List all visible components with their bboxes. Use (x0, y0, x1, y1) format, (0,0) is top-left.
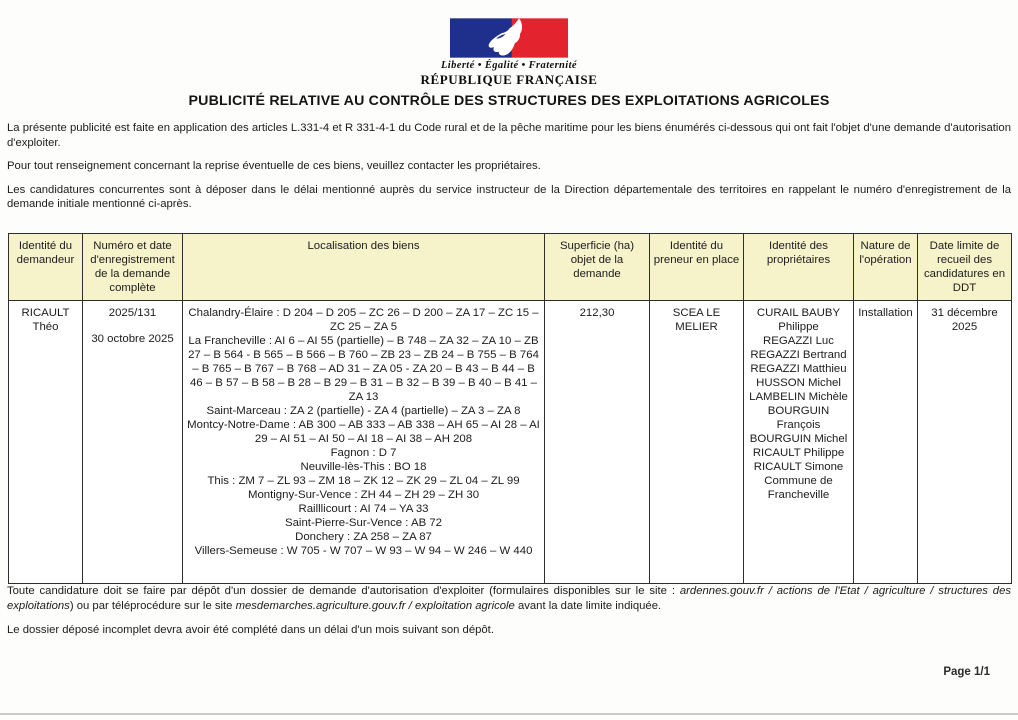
page-number: Page 1/1 (943, 666, 990, 678)
localisation-line: Fagnon : D 7 (330, 447, 397, 459)
col-header-localisation: Localisation des biens (183, 234, 545, 301)
footer-p1-text-e: avant la date limite indiquée. (514, 599, 662, 612)
cell-superficie: 212,30 (545, 301, 650, 584)
cell-demandeur (9, 301, 83, 584)
table-row (9, 301, 1012, 584)
localisation-line: This : ZM 7 – ZL 93 – ZM 18 – ZK 12 – ZK 29 – ZL 04 – ZL 99 (207, 475, 520, 487)
localisation-line: Montigny-Sur-Vence : ZH 44 – ZH 29 – ZH 30 (247, 489, 480, 501)
intro-paragraph-2: Pour tout renseignement concernant la reprise éventuelle de ces biens, veuillez contacter les propriétaires. (7, 160, 541, 172)
proprietaire-name: REGAZZI Luc (763, 335, 834, 347)
localisation-line: Railllicourt : AI 74 – YA 33 (298, 503, 429, 515)
proprietaire-name: REGAZZI Matthieu (750, 363, 847, 375)
numero-enregistrement: 2025/131 (108, 307, 157, 319)
footer-section (7, 584, 1011, 648)
cell-proprietaires (744, 301, 854, 584)
localisation-line: Saint-Pierre-Sur-Vence : AB 72 (284, 517, 442, 529)
logo-motto: Liberté • Égalité • Fraternité (440, 60, 577, 71)
proprietaire-name: RICAULT Philippe (752, 447, 845, 459)
col-header-proprietaires: Identité des propriétaires (744, 234, 854, 301)
col-header-identite-demandeur: Identité du demandeur (9, 234, 83, 301)
localisation-line: Saint-Marceau : ZA 2 (partielle) - ZA 4 (partielle) – ZA 3 – ZA 8 (206, 405, 521, 417)
cell-preneur: SCEA LE MELIER (650, 301, 744, 584)
proprietaire-name: CURAIL BAUBY Philippe (756, 307, 841, 333)
cell-nature-operation: Installation (854, 301, 918, 584)
document-title: PUBLICITÉ RELATIVE AU CONTRÔLE DES STRUCTURES DES EXPLOITATIONS AGRICOLES (188, 93, 830, 109)
intro-section (7, 121, 1011, 221)
localisation-line: Montcy-Notre-Dame : AB 300 – AB 333 – AB 338 – AH 65 – AI 28 – AI 29 – AI 51 – AI 50 – AI 18 – AI 38 – AH 208 (187, 419, 540, 445)
scan-edge-line (0, 713, 1018, 715)
col-header-numero-date: Numéro et date d'enregistrement de la demande complète (83, 234, 183, 301)
proprietaire-name: HUSSON Michel (756, 377, 841, 389)
intro-paragraph-1: La présente publicité est faite en application des articles L.331-4 et R 331-4-1 du Code rural et de la pêche maritime pour les biens énumérés ci-dessous qui ont fait l'objet d'une demande d'autorisation d'exploiter. (7, 122, 1011, 149)
demandeur-line: RICAULT (21, 307, 70, 319)
date-enregistrement: 30 octobre 2025 (91, 333, 174, 345)
proprietaire-name: Commune de Francheville (764, 475, 833, 501)
cell-localisation (183, 301, 545, 584)
intro-paragraph-3: Les candidatures concurrentes sont à déposer dans le délai mentionné auprès du service instructeur de la Direction départementale des territoires en rappelant le numéro d'enregistrement de la demande initiale mentionné ci-après. (7, 183, 1011, 210)
structures-table (8, 233, 1012, 584)
cell-date-limite: 31 décembre 2025 (918, 301, 1012, 584)
republique-francaise-logo (0, 18, 1018, 88)
proprietaire-name: REGAZZI Bertrand (750, 349, 847, 361)
col-header-preneur: Identité du preneur en place (650, 234, 744, 301)
localisation-line: La Francheville : AI 6 – AI 55 (partielle) – B 748 – ZA 32 – ZA 10 – ZB 27 – B 564 - B 565 – B 566 – B 760 – ZB 23 – ZB 24 – B 755 – B 764 – B 765 – B 767 – B 768 – AD 31 – ZA 05 - ZA 20 – B 43 – B 44 – B 46 – B 57 – B 58 – B 28 – B 29 – B 31 – B 32 – B 39 – B 40 – B 41 – ZA 13 (188, 335, 539, 403)
footer-p1-text-c: ) ou par téléprocédure sur le site (69, 599, 236, 612)
col-header-nature-operation: Nature de l'opération (854, 234, 918, 301)
localisation-line: Villers-Semeuse : W 705 - W 707 – W 93 – W 94 – W 246 – W 440 (194, 545, 533, 557)
proprietaire-name: RICAULT Simone (753, 461, 844, 473)
demandeur-line: Théo (32, 321, 59, 333)
footer-paragraph-1 (7, 584, 1011, 613)
cell-numero-date (83, 301, 183, 584)
footer-p1-site-path-2: mesdemarches.agriculture.gouv.fr / exploitation agricole (235, 599, 515, 612)
footer-p1-text-a: Toute candidature doit se faire par dépôt d'un dossier de demande d'autorisation d'exploiter (formulaires disponibles sur le site : (7, 585, 680, 597)
table-header-row (9, 234, 1012, 301)
localisation-line: Chalandry-Élaire : D 204 – D 205 – ZC 26 – D 200 – ZA 17 – ZC 15 – ZC 25 – ZA 5 (188, 307, 539, 333)
logo-republic-text: RÉPUBLIQUE FRANÇAISE (420, 72, 598, 87)
proprietaire-name: BOURGUIN François (767, 405, 830, 431)
marianne-flag-icon (450, 18, 568, 58)
footer-paragraph-2: Le dossier déposé incomplet devra avoir été complété dans un délai d'un mois suivant son dépôt. (7, 624, 494, 636)
footer-p1-site-path-1: ardennes.gouv.fr / actions de l'Etat / agriculture / structures des exploitations (7, 585, 1012, 612)
proprietaire-name: BOURGUIN Michel (749, 433, 848, 445)
proprietaire-name: LAMBELIN Michèle (749, 391, 848, 403)
col-header-superficie: Superficie (ha) objet de la demande (545, 234, 650, 301)
col-header-date-limite: Date limite de recueil des candidatures en DDT (918, 234, 1012, 301)
localisation-line: Donchery : ZA 258 – ZA 87 (295, 531, 432, 543)
localisation-line: Neuville-lès-This : BO 18 (300, 461, 427, 473)
